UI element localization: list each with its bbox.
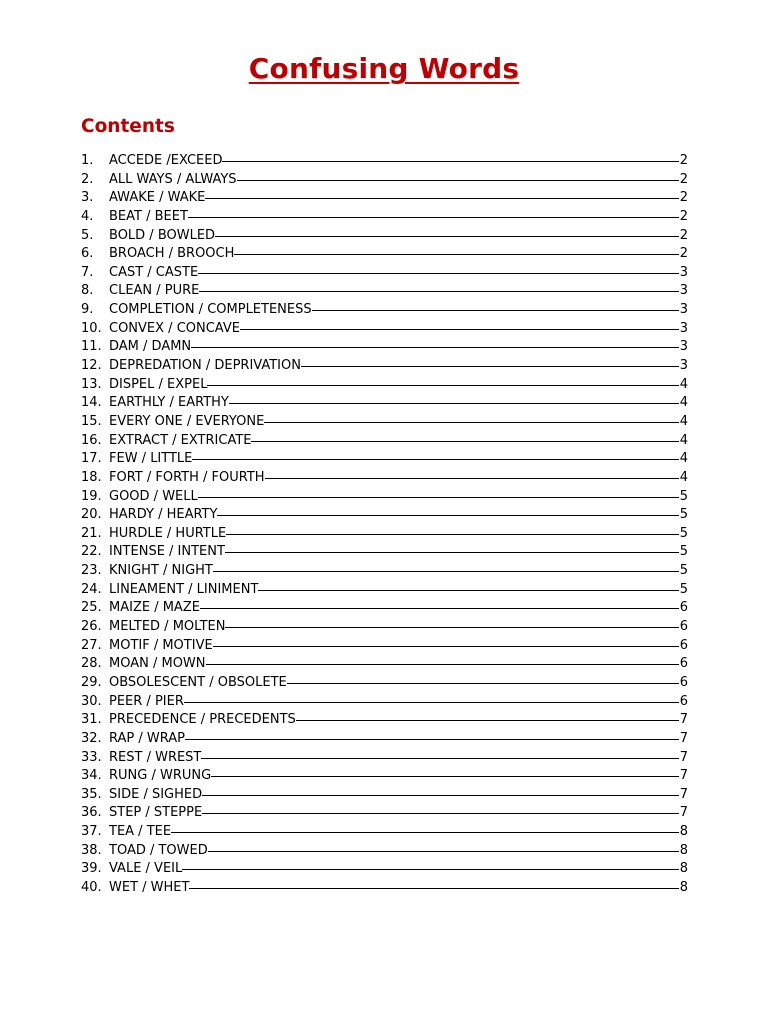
- toc-entry-label[interactable]: REST / WREST: [109, 749, 202, 765]
- toc-leader-line: [191, 347, 679, 348]
- toc-entry[interactable]: [81, 338, 688, 357]
- document-title: Confusing Words: [248, 52, 520, 85]
- toc-entry[interactable]: [81, 637, 688, 656]
- toc-entry-page-number[interactable]: 4: [679, 413, 688, 429]
- toc-entry-label[interactable]: MOTIF / MOTIVE: [109, 637, 213, 653]
- toc-entry[interactable]: [81, 804, 688, 823]
- toc-entry-number: 16.: [81, 432, 102, 448]
- toc-entry-page-number[interactable]: 2: [679, 208, 688, 224]
- toc-entry-label[interactable]: HARDY / HEARTY: [109, 507, 218, 523]
- toc-entry-label[interactable]: EARTHLY / EARTHY: [109, 395, 229, 411]
- toc-entry-label[interactable]: VALE / VEIL: [109, 861, 183, 877]
- toc-entry[interactable]: [81, 860, 688, 879]
- toc-entry-label[interactable]: BOLD / BOWLED: [109, 227, 216, 243]
- toc-entry[interactable]: [81, 171, 688, 190]
- toc-entry[interactable]: [81, 842, 688, 861]
- toc-entry[interactable]: [81, 208, 688, 227]
- toc-entry-page-number[interactable]: 7: [679, 786, 688, 802]
- toc-entry-number: 12.: [81, 358, 102, 374]
- toc-leader-line: [211, 776, 679, 777]
- toc-entry-number: 19.: [81, 488, 102, 504]
- toc-entry-page-number[interactable]: 4: [679, 432, 688, 448]
- toc-entry-number: 15.: [81, 413, 102, 429]
- toc-entry[interactable]: [81, 488, 688, 507]
- toc-entry[interactable]: [81, 562, 688, 581]
- toc-entry-page-number[interactable]: 5: [679, 507, 688, 523]
- toc-entry-page-number[interactable]: 7: [679, 712, 688, 728]
- toc-leader-line: [312, 310, 679, 311]
- toc-entry[interactable]: [81, 450, 688, 469]
- toc-entry[interactable]: [81, 506, 688, 525]
- toc-entry-label[interactable]: OBSOLESCENT / OBSOLETE: [109, 674, 287, 690]
- toc-entry-number: 23.: [81, 563, 102, 579]
- toc-entry-page-number[interactable]: 7: [679, 730, 688, 746]
- toc-entry-number: 9.: [81, 302, 94, 318]
- toc-entry[interactable]: [81, 525, 688, 544]
- toc-entry-number: 36.: [81, 805, 102, 821]
- toc-entry-number: 20.: [81, 507, 102, 523]
- toc-entry[interactable]: [81, 693, 688, 712]
- toc-entry-number: 1.: [81, 153, 94, 168]
- toc-entry-label[interactable]: KNIGHT / NIGHT: [109, 563, 213, 579]
- toc-entry-number: 24.: [81, 581, 102, 597]
- toc-entry-label[interactable]: CLEAN / PURE: [109, 283, 200, 299]
- toc-leader-line: [189, 888, 678, 889]
- toc-entry-number: 33.: [81, 749, 102, 765]
- toc-leader-line: [225, 552, 679, 553]
- toc-entry[interactable]: [81, 189, 688, 208]
- toc-entry-label[interactable]: FEW / LITTLE: [109, 451, 193, 467]
- toc-entry-page-number[interactable]: 6: [679, 656, 688, 672]
- toc-entry-label[interactable]: HURDLE / HURTLE: [109, 525, 227, 541]
- toc-entry[interactable]: [81, 655, 688, 674]
- toc-leader-line: [296, 720, 679, 721]
- toc-entry[interactable]: [81, 413, 688, 432]
- toc-entry-label[interactable]: AWAKE / WAKE: [109, 190, 206, 206]
- toc-entry-page-number[interactable]: 2: [679, 153, 688, 168]
- toc-leader-line: [192, 459, 678, 460]
- toc-entry-label[interactable]: LINEAMENT / LINIMENT: [109, 581, 259, 597]
- toc-entry-number: 14.: [81, 395, 102, 411]
- toc-entry-number: 37.: [81, 824, 102, 840]
- toc-entry-number: 26.: [81, 619, 102, 635]
- toc-entry-number: 11.: [81, 339, 102, 355]
- toc-entry-number: 7.: [81, 264, 94, 280]
- toc-entry[interactable]: [81, 786, 688, 805]
- toc-entry[interactable]: [81, 749, 688, 768]
- toc-entry-number: 31.: [81, 712, 102, 728]
- toc-entry-number: 32.: [81, 730, 102, 746]
- toc-entry[interactable]: [81, 432, 688, 451]
- toc-entry[interactable]: [81, 730, 688, 749]
- toc-leader-line: [237, 180, 679, 181]
- toc-leader-line: [213, 571, 679, 572]
- toc-entry-number: 17.: [81, 451, 102, 467]
- toc-entry-page-number[interactable]: 3: [679, 358, 688, 374]
- toc-entry[interactable]: [81, 264, 688, 283]
- toc-leader-line: [217, 515, 678, 516]
- toc-entry-page-number[interactable]: 8: [679, 861, 688, 877]
- toc-leader-line: [301, 366, 679, 367]
- toc-entry-page-number[interactable]: 5: [679, 581, 688, 597]
- toc-entry-page-number[interactable]: 6: [679, 619, 688, 635]
- toc-entry-label[interactable]: EVERY ONE / EVERYONE: [109, 413, 265, 429]
- toc-entry-label[interactable]: PEER / PIER: [109, 693, 184, 709]
- toc-entry-page-number[interactable]: 5: [679, 544, 688, 560]
- toc-entry-number: 2.: [81, 171, 94, 187]
- toc-entry-label[interactable]: GOOD / WELL: [109, 488, 198, 504]
- toc-leader-line: [213, 646, 679, 647]
- toc-entry-page-number[interactable]: 2: [679, 246, 688, 262]
- toc-leader-line: [258, 590, 678, 591]
- toc-entry[interactable]: [81, 282, 688, 301]
- toc-entry-page-number[interactable]: 8: [679, 879, 688, 895]
- toc-entry-page-number[interactable]: 2: [679, 190, 688, 206]
- toc-leader-line: [251, 441, 678, 442]
- toc-leader-line: [240, 329, 679, 330]
- toc-leader-line: [202, 813, 679, 814]
- toc-leader-line: [202, 795, 679, 796]
- toc-leader-line: [205, 198, 678, 199]
- toc-entry-page-number[interactable]: 7: [679, 768, 688, 784]
- toc-entry-label[interactable]: MAIZE / MAZE: [109, 600, 200, 616]
- toc-entry-number: 28.: [81, 656, 102, 672]
- toc-entry-label[interactable]: ACCEDE /EXCEED: [109, 153, 223, 168]
- toc-entry-page-number[interactable]: 3: [679, 264, 688, 280]
- toc-entry[interactable]: [81, 674, 688, 693]
- toc-entry-page-number[interactable]: 6: [679, 674, 688, 690]
- toc-entry-number: 18.: [81, 469, 102, 485]
- toc-entry-label[interactable]: STEP / STEPPE: [109, 805, 203, 821]
- toc-entry-label[interactable]: SIDE / SIGHED: [109, 786, 203, 802]
- toc-entry-label[interactable]: CONVEX / CONCAVE: [109, 320, 240, 336]
- toc-entry-label[interactable]: TEA / TEE: [109, 824, 172, 840]
- toc-leader-line: [171, 832, 679, 833]
- toc-entry[interactable]: [81, 320, 688, 339]
- toc-entry[interactable]: [81, 376, 688, 395]
- toc-entry-label[interactable]: DISPEL / EXPEL: [109, 376, 208, 392]
- toc-entry[interactable]: [81, 599, 688, 618]
- toc-entry-page-number[interactable]: 4: [679, 469, 688, 485]
- toc-entry-number: 8.: [81, 283, 94, 299]
- toc-entry-page-number[interactable]: 5: [679, 525, 688, 541]
- toc-entry-page-number[interactable]: 8: [679, 824, 688, 840]
- toc-entry-number: 13.: [81, 376, 102, 392]
- toc-leader-line: [222, 161, 678, 162]
- toc-entry-page-number[interactable]: 3: [679, 320, 688, 336]
- toc-leader-line: [208, 851, 679, 852]
- toc-leader-line: [199, 291, 678, 292]
- toc-entry-page-number[interactable]: 4: [679, 451, 688, 467]
- toc-entry[interactable]: [81, 581, 688, 600]
- toc-entry[interactable]: [81, 618, 688, 637]
- toc-leader-line: [207, 385, 678, 386]
- toc-leader-line: [198, 497, 679, 498]
- toc-entry[interactable]: [81, 711, 688, 730]
- toc-entry-number: 38.: [81, 842, 102, 858]
- toc-entry[interactable]: [81, 823, 688, 842]
- toc-entry[interactable]: [81, 152, 688, 171]
- toc-entry-label[interactable]: WET / WHET: [109, 879, 190, 895]
- toc-entry-page-number[interactable]: 6: [679, 637, 688, 653]
- toc-leader-line: [201, 758, 678, 759]
- toc-entry-page-number[interactable]: 2: [679, 227, 688, 243]
- toc-entry[interactable]: [81, 357, 688, 376]
- toc-leader-line: [200, 608, 679, 609]
- toc-entry-number: 25.: [81, 600, 102, 616]
- toc-leader-line: [234, 254, 678, 255]
- toc-leader-line: [226, 534, 679, 535]
- toc-entry-page-number[interactable]: 8: [679, 842, 688, 858]
- toc-entry-label[interactable]: RUNG / WRUNG: [109, 768, 212, 784]
- toc-entry-page-number[interactable]: 4: [679, 395, 688, 411]
- toc-entry[interactable]: [81, 245, 688, 264]
- toc-entry-page-number[interactable]: 3: [679, 283, 688, 299]
- toc-entry[interactable]: [81, 227, 688, 246]
- toc-entry-label[interactable]: PRECEDENCE / PRECEDENTS: [109, 712, 296, 728]
- toc-entry-number: 27.: [81, 637, 102, 653]
- toc-entry-number: 6.: [81, 246, 94, 262]
- toc-entry-number: 40.: [81, 879, 102, 895]
- toc-entry-label[interactable]: ALL WAYS / ALWAYS: [109, 171, 237, 187]
- toc-entry-page-number[interactable]: 5: [679, 563, 688, 579]
- toc-entry[interactable]: [81, 301, 688, 320]
- toc-entry-page-number[interactable]: 4: [679, 376, 688, 392]
- toc-leader-line: [215, 236, 679, 237]
- toc-leader-line: [182, 869, 678, 870]
- toc-entry-label[interactable]: MOAN / MOWN: [109, 656, 206, 672]
- toc-entry-label[interactable]: RAP / WRAP: [109, 730, 185, 746]
- toc-entry[interactable]: [81, 879, 688, 898]
- toc-leader-line: [185, 739, 679, 740]
- toc-entry-label[interactable]: TOAD / TOWED: [109, 842, 208, 858]
- toc-entry-label[interactable]: FORT / FORTH / FOURTH: [109, 469, 265, 485]
- toc-entry-number: 4.: [81, 208, 94, 224]
- toc-entry-label[interactable]: EXTRACT / EXTRICATE: [109, 432, 252, 448]
- toc-entry-number: 3.: [81, 190, 94, 206]
- toc-entry-label[interactable]: INTENSE / INTENT: [109, 544, 225, 560]
- toc-leader-line: [229, 403, 679, 404]
- toc-leader-line: [206, 664, 679, 665]
- toc-leader-line: [264, 422, 678, 423]
- toc-leader-line: [225, 627, 678, 628]
- toc-entry-page-number[interactable]: 5: [679, 488, 688, 504]
- toc-entry-page-number[interactable]: 6: [679, 600, 688, 616]
- toc-leader-line: [184, 702, 679, 703]
- toc-entry-number: 5.: [81, 227, 94, 243]
- toc-entry-label[interactable]: BEAT / BEET: [109, 208, 188, 224]
- toc-entry-number: 34.: [81, 768, 102, 784]
- toc-entry-label[interactable]: MELTED / MOLTEN: [109, 619, 226, 635]
- toc-leader-line: [265, 478, 679, 479]
- toc-leader-line: [188, 217, 679, 218]
- toc-entry-number: 21.: [81, 525, 102, 541]
- toc-entry-label[interactable]: CAST / CASTE: [109, 264, 199, 280]
- toc-entry-number: 35.: [81, 786, 102, 802]
- toc-entry-label[interactable]: BROACH / BROOCH: [109, 246, 235, 262]
- toc-entry[interactable]: [81, 394, 688, 413]
- toc-entry-page-number[interactable]: 7: [679, 749, 688, 765]
- toc-entry-page-number[interactable]: 6: [679, 693, 688, 709]
- toc-entry-number: 30.: [81, 693, 102, 709]
- toc-entry-label[interactable]: DAM / DAMN: [109, 339, 192, 355]
- toc-entry[interactable]: [81, 767, 688, 786]
- toc-entry-number: 29.: [81, 674, 102, 690]
- toc-entry-label[interactable]: DEPREDATION / DEPRIVATION: [109, 358, 301, 374]
- contents-heading: Contents: [81, 116, 175, 137]
- toc-entry[interactable]: [81, 469, 688, 488]
- toc-entry-page-number[interactable]: 2: [679, 171, 688, 187]
- toc-entry-number: 22.: [81, 544, 102, 560]
- toc-entry-label[interactable]: COMPLETION / COMPLETENESS: [109, 302, 312, 318]
- toc-leader-line: [287, 683, 679, 684]
- toc-entry-page-number[interactable]: 7: [679, 805, 688, 821]
- toc-entry-number: 10.: [81, 320, 102, 336]
- toc-entry-number: 39.: [81, 861, 102, 877]
- table-of-contents: [81, 152, 688, 898]
- toc-entry-page-number[interactable]: 3: [679, 302, 688, 318]
- toc-entry-page-number[interactable]: 3: [679, 339, 688, 355]
- toc-leader-line: [198, 273, 679, 274]
- toc-entry[interactable]: [81, 543, 688, 562]
